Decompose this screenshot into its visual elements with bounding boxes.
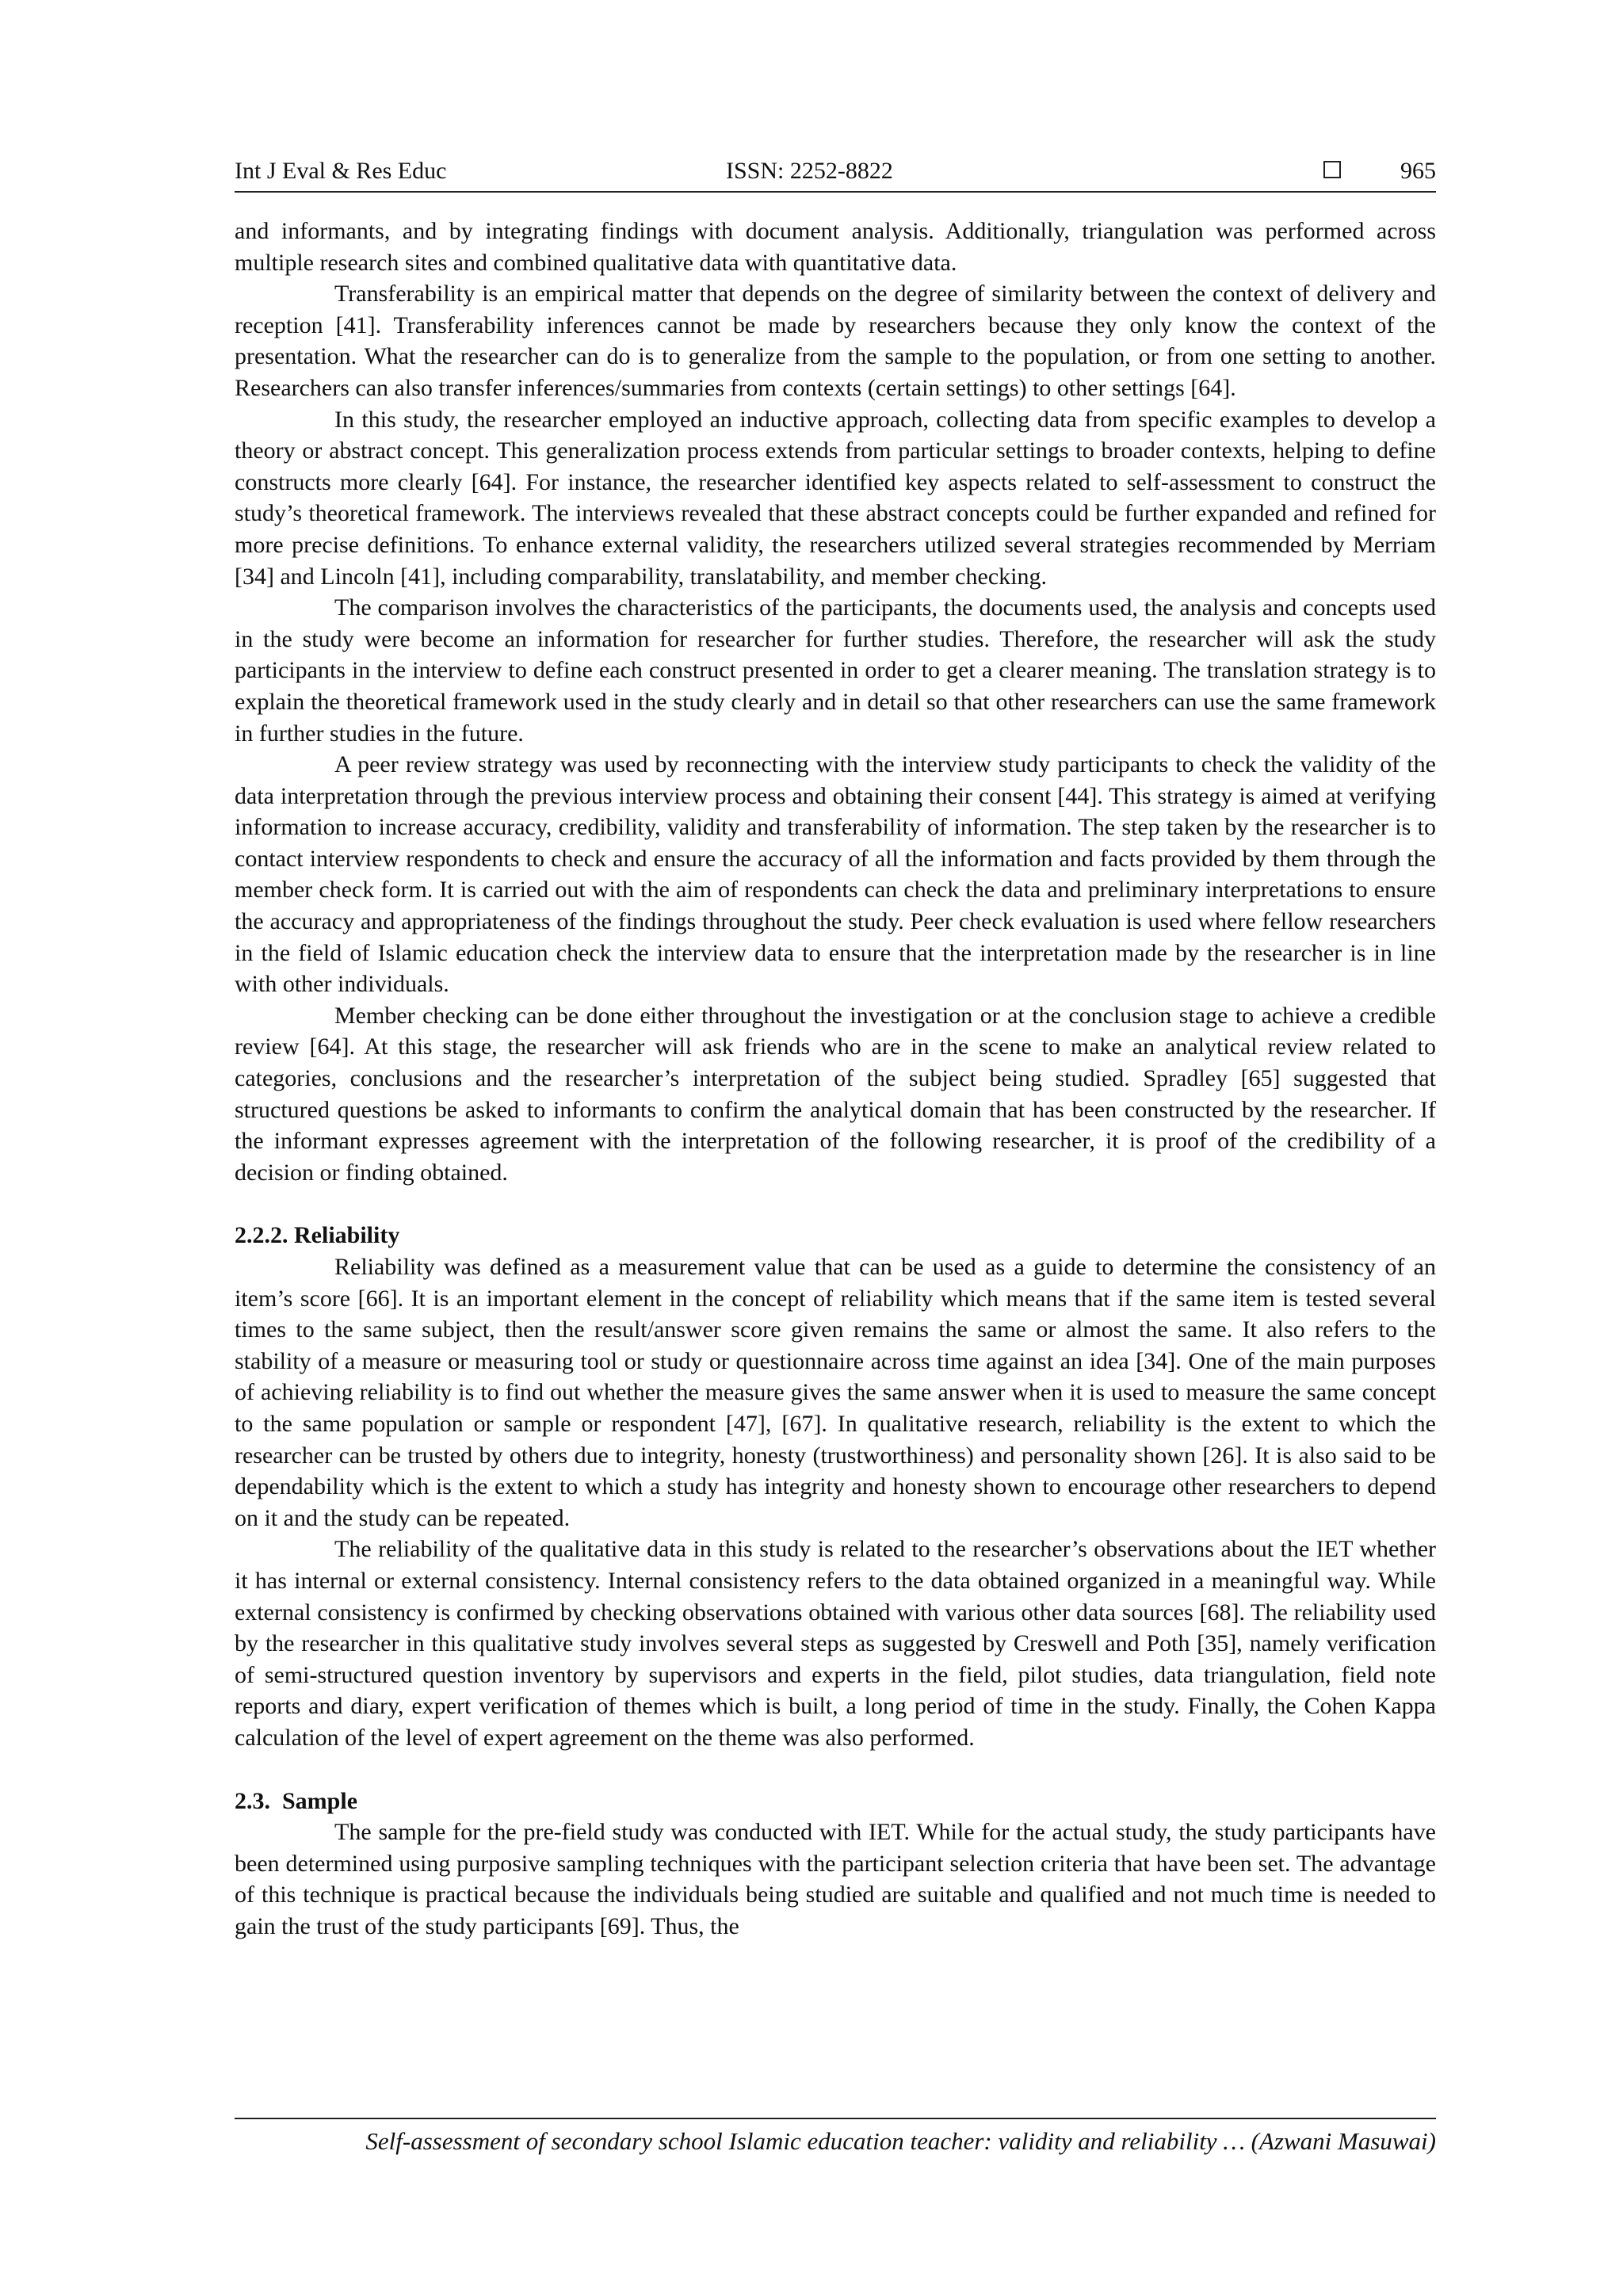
- paragraph: The sample for the pre-field study was conducted with IET. While for the actual study, the study participants have been determined using purposive sampling techniques with the participant selection criteria that have been set. The advantage of this technique is practical because the individuals being studied are suitable and qualified and not much time is needed to gain the trust of the study participants [69]. Thus, the: [235, 1819, 1436, 1939]
- section-heading-sample: 2.3. Sample: [235, 1787, 358, 1814]
- square-box-icon: [1323, 161, 1341, 178]
- paragraph: Member checking can be done either throughout the investigation or at the conclusion stage to achieve a credible review [64]. At this stage, the researcher will ask friends who are in the scene to make an analytical review related to categories, conclusions and the researcher’s interpretation of the subject being studied. Spradley [65] suggested that structured questions be asked to informants to confirm the analytical domain that has been constructed by the researcher. If the informant expresses agreement with the interpretation of the following researcher, it is proof of the credibility of a decision or finding obtained.: [235, 1002, 1436, 1186]
- paragraph: A peer review strategy was used by reconnecting with the interview study participants to check the validity of the data interpretation through the previous interview process and obtaining their consent [44]. This strategy is aimed at verifying information to increase accuracy, credibility, validity and transferability of information. The step taken by the researcher is to contact interview respondents to check and ensure the accuracy of all the information and facts provided by them through the member check form. It is carried out with the aim of respondents can check the data and preliminary interpretations to ensure the accuracy and appropriateness of the findings throughout the study. Peer check evaluation is used where fellow researchers in the field of Islamic education check the interview data to ensure that the interpretation made by the researcher is in line with other individuals.: [235, 751, 1436, 998]
- main-text: [235, 216, 1436, 1942]
- issn: ISSN: 2252-8822: [726, 158, 893, 184]
- section-heading-reliability: 2.2.2. Reliability: [235, 1222, 400, 1249]
- page-footer: [235, 2118, 1436, 2156]
- page-number: 965: [1400, 158, 1436, 184]
- paragraph: In this study, the researcher employed an inductive approach, collecting data from specific examples to develop a theory or abstract concept. This generalization process extends from particular settings to broader contexts, helping to define constructs more clearly [64]. For instance, the researcher identified key aspects related to self-assessment to construct the study’s theoretical framework. The interviews revealed that these abstract concepts could be further expanded and refined for more precise definitions. To enhance external validity, the researchers utilized several strategies recommended by Merriam [34] and Lincoln [41], including comparability, translatability, and member checking.: [235, 406, 1436, 590]
- page-header: [235, 153, 1436, 193]
- paragraph: Reliability was defined as a measurement value that can be used as a guide to determine the consistency of an item’s score [66]. It is an important element in the concept of reliability which means that if the same item is tested several times to the same subject, then the result/answer score given remains the same or almost the same. It also refers to the stability of a measure or measuring tool or study or questionnaire across time against an idea [34]. One of the main purposes of achieving reliability is to find out whether the measure gives the same answer when it is used to measure the same concept to the same population or sample or respondent [47], [67]. In qualitative research, reliability is the extent to which the researcher can be trusted by others due to integrity, honesty (trustworthiness) and personality shown [26]. It is also said to be dependability which is the extent to which a study has integrity and honesty shown to encourage other researchers to depend on it and the study can be repeated.: [235, 1254, 1436, 1531]
- paragraph: and informants, and by integrating findings with document analysis. Additionally, triangulation was performed across multiple research sites and combined qualitative data with quantitative data.: [235, 218, 1436, 276]
- paragraph: The reliability of the qualitative data in this study is related to the researcher’s observations about the IET whether it has internal or external consistency. Internal consistency refers to the data obtained organized in a meaningful way. While external consistency is confirmed by checking observations obtained with various other data sources [68]. The reliability used by the researcher in this qualitative study involves several steps as suggested by Creswell and Poth [35], namely verification of semi-structured question inventory by supervisors and experts in the field, pilot studies, data triangulation, field note reports and diary, expert verification of themes which is built, a long period of time in the study. Finally, the Cohen Kappa calculation of the level of expert agreement on the theme was also performed.: [235, 1536, 1436, 1751]
- paragraph: Transferability is an empirical matter that depends on the degree of similarity between the context of delivery and reception [41]. Transferability inferences cannot be made by researchers because they only know the context of the presentation. What the researcher can do is to generalize from the sample to the population, or from one setting to another. Researchers can also transfer inferences/summaries from contexts (certain settings) to other settings [64].: [235, 281, 1436, 401]
- paragraph: The comparison involves the characteristics of the participants, the documents used, the analysis and concepts used in the study were become an information for researcher for further studies. Therefore, the researcher will ask the study participants in the interview to define each construct presented in order to get a clearer meaning. The translation strategy is to explain the theoretical framework used in the study clearly and in detail so that other researchers can use the same framework in further studies in the future.: [235, 594, 1436, 747]
- running-title: Self-assessment of secondary school Islamic education teacher: validity and reliability … (Azwani Masuwai): [365, 2127, 1436, 2155]
- journal-name: Int J Eval & Res Educ: [235, 158, 447, 184]
